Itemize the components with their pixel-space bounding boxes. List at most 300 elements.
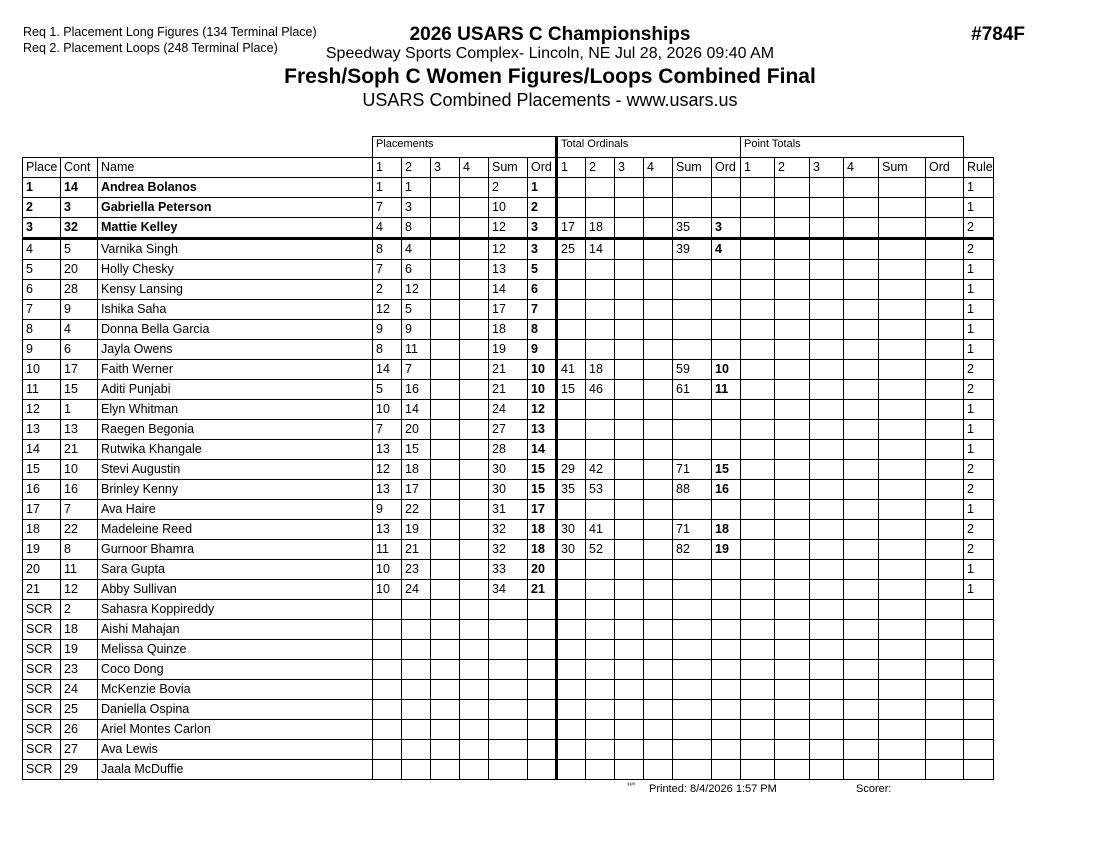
cell-point-total-3 <box>810 300 844 320</box>
table-row <box>23 460 994 480</box>
cell-placement-3 <box>431 260 460 280</box>
cell-place: SCR <box>23 740 61 760</box>
cell-placement-ord: 15 <box>528 460 557 480</box>
cell-point-total-3 <box>810 400 844 420</box>
cell-placement-sum: 34 <box>489 580 528 600</box>
cell-rule <box>964 700 994 720</box>
cell-placement-4 <box>460 660 489 680</box>
cell-total-ordinal-4 <box>644 660 673 680</box>
table-row <box>23 660 994 680</box>
cell-point-total-1 <box>741 440 775 460</box>
cell-place: 8 <box>23 320 61 340</box>
cell-total-ordinal-ord <box>712 260 741 280</box>
cell-point-total-1 <box>741 720 775 740</box>
cell-place: 19 <box>23 540 61 560</box>
cell-point-total-3 <box>810 380 844 400</box>
col-header-total-ordinal-1: 1 <box>557 158 586 178</box>
cell-cont: 25 <box>61 700 98 720</box>
cell-placement-4 <box>460 760 489 780</box>
cell-point-total-sum <box>879 218 926 239</box>
cell-total-ordinal-3 <box>615 380 644 400</box>
cell-total-ordinal-4 <box>644 600 673 620</box>
col-header-point-total-sum: Sum <box>879 158 926 178</box>
table-row <box>23 640 994 660</box>
table-row <box>23 560 994 580</box>
cell-point-total-4 <box>844 300 879 320</box>
cell-total-ordinal-2 <box>586 440 615 460</box>
cell-name: Coco Dong <box>98 660 373 680</box>
cell-total-ordinal-4 <box>644 460 673 480</box>
cell-point-total-ord <box>926 360 964 380</box>
table-row <box>23 340 994 360</box>
cell-point-total-1 <box>741 480 775 500</box>
cell-point-total-ord <box>926 420 964 440</box>
cell-total-ordinal-ord <box>712 420 741 440</box>
cell-total-ordinal-sum <box>673 420 712 440</box>
cell-placement-4 <box>460 300 489 320</box>
cell-place: 10 <box>23 360 61 380</box>
cell-place: 15 <box>23 460 61 480</box>
col-header-placement-1: 1 <box>373 158 402 178</box>
cell-placement-ord <box>528 600 557 620</box>
cell-total-ordinal-4 <box>644 340 673 360</box>
cell-rule <box>964 680 994 700</box>
cell-name: Ishika Saha <box>98 300 373 320</box>
cell-placement-2 <box>402 600 431 620</box>
cell-placement-1 <box>373 600 402 620</box>
cell-point-total-ord <box>926 280 964 300</box>
cell-total-ordinal-4 <box>644 700 673 720</box>
cell-total-ordinal-2 <box>586 600 615 620</box>
cell-place: SCR <box>23 760 61 780</box>
placements-method: USARS Combined Placements - www.usars.us <box>362 90 738 110</box>
cell-point-total-1 <box>741 660 775 680</box>
cell-rule: 1 <box>964 500 994 520</box>
cell-placement-1: 13 <box>373 520 402 540</box>
cell-cont: 4 <box>61 320 98 340</box>
cell-total-ordinal-2: 42 <box>586 460 615 480</box>
cell-placement-sum: 28 <box>489 440 528 460</box>
cell-point-total-sum <box>879 520 926 540</box>
cell-cont: 26 <box>61 720 98 740</box>
col-header-total-ordinal-ord: Ord <box>712 158 741 178</box>
cell-place: 5 <box>23 260 61 280</box>
cell-total-ordinal-sum <box>673 560 712 580</box>
cell-name: Jaala McDuffie <box>98 760 373 780</box>
cell-point-total-2 <box>775 520 810 540</box>
cell-placement-ord: 18 <box>528 520 557 540</box>
cell-placement-3 <box>431 218 460 239</box>
cell-point-total-ord <box>926 480 964 500</box>
cell-total-ordinal-3 <box>615 178 644 198</box>
cell-placement-ord: 9 <box>528 340 557 360</box>
event-subtitle: Fresh/Soph C Women Figures/Loops Combined Final <box>284 65 816 88</box>
cell-point-total-ord <box>926 660 964 680</box>
cell-placement-2: 16 <box>402 380 431 400</box>
cell-total-ordinal-sum <box>673 440 712 460</box>
cell-total-ordinal-sum <box>673 300 712 320</box>
cell-point-total-sum <box>879 340 926 360</box>
cell-placement-4 <box>460 198 489 218</box>
cell-placement-1 <box>373 720 402 740</box>
cell-cont: 11 <box>61 560 98 580</box>
cell-total-ordinal-sum: 82 <box>673 540 712 560</box>
cell-point-total-4 <box>844 380 879 400</box>
cell-total-ordinal-3 <box>615 260 644 280</box>
cell-total-ordinal-1: 29 <box>557 460 586 480</box>
cell-point-total-3 <box>810 620 844 640</box>
cell-total-ordinal-3 <box>615 300 644 320</box>
cell-placement-2: 23 <box>402 560 431 580</box>
cell-placement-2 <box>402 740 431 760</box>
cell-total-ordinal-1 <box>557 660 586 680</box>
cell-rule: 2 <box>964 520 994 540</box>
cell-placement-4 <box>460 740 489 760</box>
cell-total-ordinal-2: 18 <box>586 218 615 239</box>
table-row <box>23 620 994 640</box>
table-row <box>23 400 994 420</box>
cell-point-total-sum <box>879 740 926 760</box>
cell-total-ordinal-1 <box>557 760 586 780</box>
table-row <box>23 680 994 700</box>
table-row <box>23 540 994 560</box>
cell-point-total-1 <box>741 360 775 380</box>
cell-placement-2: 7 <box>402 360 431 380</box>
cell-placement-sum <box>489 740 528 760</box>
cell-point-total-4 <box>844 520 879 540</box>
cell-place: 1 <box>23 178 61 198</box>
table-row <box>23 500 994 520</box>
cell-total-ordinal-sum <box>673 580 712 600</box>
cell-total-ordinal-ord: 11 <box>712 380 741 400</box>
cell-point-total-sum <box>879 680 926 700</box>
cell-total-ordinal-sum <box>673 700 712 720</box>
cell-placement-ord: 5 <box>528 260 557 280</box>
col-header-placement-ord: Ord <box>528 158 557 178</box>
cell-point-total-1 <box>741 520 775 540</box>
cell-total-ordinal-ord <box>712 280 741 300</box>
cell-placement-sum: 31 <box>489 500 528 520</box>
cell-point-total-2 <box>775 420 810 440</box>
col-header-total-ordinal-2: 2 <box>586 158 615 178</box>
requirement-2: Req 2. Placement Loops (248 Terminal Place) <box>23 41 278 55</box>
cell-point-total-3 <box>810 600 844 620</box>
cell-placement-2: 4 <box>402 239 431 260</box>
cell-cont: 18 <box>61 620 98 640</box>
cell-total-ordinal-sum <box>673 500 712 520</box>
cell-total-ordinal-3 <box>615 218 644 239</box>
cell-cont: 16 <box>61 480 98 500</box>
cell-point-total-3 <box>810 460 844 480</box>
cell-point-total-2 <box>775 540 810 560</box>
cell-total-ordinal-ord: 18 <box>712 520 741 540</box>
cell-point-total-sum <box>879 239 926 260</box>
cell-point-total-ord <box>926 500 964 520</box>
cell-placement-sum <box>489 660 528 680</box>
table-row <box>23 480 994 500</box>
cell-total-ordinal-3 <box>615 640 644 660</box>
cell-total-ordinal-sum <box>673 620 712 640</box>
footer-code: ³³²⁰ <box>627 783 636 789</box>
cell-point-total-ord <box>926 239 964 260</box>
cell-total-ordinal-ord <box>712 740 741 760</box>
cell-placement-2 <box>402 660 431 680</box>
cell-total-ordinal-ord <box>712 440 741 460</box>
cell-total-ordinal-sum: 61 <box>673 380 712 400</box>
cell-point-total-sum <box>879 260 926 280</box>
cell-point-total-sum <box>879 460 926 480</box>
cell-point-total-2 <box>775 560 810 580</box>
cell-rule: 2 <box>964 480 994 500</box>
cell-total-ordinal-3 <box>615 320 644 340</box>
cell-point-total-4 <box>844 198 879 218</box>
cell-total-ordinal-sum <box>673 400 712 420</box>
cell-total-ordinal-ord <box>712 700 741 720</box>
cell-point-total-1 <box>741 500 775 520</box>
cell-point-total-3 <box>810 640 844 660</box>
cell-total-ordinal-2 <box>586 680 615 700</box>
col-header-point-total-4: 4 <box>844 158 879 178</box>
cell-placement-3 <box>431 280 460 300</box>
cell-total-ordinal-4 <box>644 480 673 500</box>
cell-placement-1: 7 <box>373 198 402 218</box>
cell-total-ordinal-sum: 39 <box>673 239 712 260</box>
cell-place: 6 <box>23 280 61 300</box>
cell-placement-ord <box>528 620 557 640</box>
cell-placement-sum: 10 <box>489 198 528 218</box>
cell-point-total-ord <box>926 320 964 340</box>
cell-point-total-sum <box>879 660 926 680</box>
cell-point-total-ord <box>926 440 964 460</box>
cell-place: 16 <box>23 480 61 500</box>
cell-point-total-4 <box>844 760 879 780</box>
cell-placement-3 <box>431 360 460 380</box>
cell-cont: 3 <box>61 198 98 218</box>
cell-cont: 15 <box>61 380 98 400</box>
cell-point-total-sum <box>879 400 926 420</box>
cell-total-ordinal-2 <box>586 740 615 760</box>
cell-point-total-sum <box>879 540 926 560</box>
table-row <box>23 260 994 280</box>
cell-total-ordinal-3 <box>615 740 644 760</box>
cell-point-total-2 <box>775 380 810 400</box>
cell-total-ordinal-3 <box>615 720 644 740</box>
cell-total-ordinal-3 <box>615 400 644 420</box>
cell-placement-4 <box>460 340 489 360</box>
cell-total-ordinal-2: 41 <box>586 520 615 540</box>
cell-point-total-3 <box>810 560 844 580</box>
cell-point-total-2 <box>775 178 810 198</box>
cell-total-ordinal-3 <box>615 280 644 300</box>
cell-point-total-4 <box>844 600 879 620</box>
cell-total-ordinal-ord: 3 <box>712 218 741 239</box>
cell-placement-sum: 21 <box>489 360 528 380</box>
cell-cont: 14 <box>61 178 98 198</box>
cell-total-ordinal-ord: 16 <box>712 480 741 500</box>
cell-point-total-1 <box>741 218 775 239</box>
cell-placement-sum: 27 <box>489 420 528 440</box>
cell-place: 17 <box>23 500 61 520</box>
cell-name: McKenzie Bovia <box>98 680 373 700</box>
cell-point-total-3 <box>810 540 844 560</box>
cell-placement-ord: 8 <box>528 320 557 340</box>
cell-placement-4 <box>460 560 489 580</box>
table-row <box>23 600 994 620</box>
cell-total-ordinal-3 <box>615 520 644 540</box>
cell-point-total-3 <box>810 500 844 520</box>
cell-placement-sum: 30 <box>489 460 528 480</box>
cell-name: Donna Bella Garcia <box>98 320 373 340</box>
cell-total-ordinal-2 <box>586 198 615 218</box>
cell-total-ordinal-ord <box>712 760 741 780</box>
cell-total-ordinal-sum <box>673 680 712 700</box>
cell-point-total-2 <box>775 740 810 760</box>
cell-placement-ord: 3 <box>528 218 557 239</box>
cell-total-ordinal-2 <box>586 420 615 440</box>
cell-placement-1 <box>373 680 402 700</box>
cell-point-total-3 <box>810 260 844 280</box>
cell-rule: 2 <box>964 239 994 260</box>
cell-placement-ord <box>528 660 557 680</box>
cell-total-ordinal-4 <box>644 178 673 198</box>
cell-placement-ord: 15 <box>528 480 557 500</box>
cell-total-ordinal-1 <box>557 420 586 440</box>
cell-cont: 24 <box>61 680 98 700</box>
cell-total-ordinal-sum <box>673 340 712 360</box>
cell-name: Gurnoor Bhamra <box>98 540 373 560</box>
cell-point-total-ord <box>926 700 964 720</box>
cell-total-ordinal-3 <box>615 420 644 440</box>
group-total-ordinals: Total Ordinals <box>557 137 741 158</box>
cell-point-total-2 <box>775 218 810 239</box>
cell-point-total-sum <box>879 720 926 740</box>
cell-rule <box>964 620 994 640</box>
cell-rule: 2 <box>964 360 994 380</box>
cell-total-ordinal-3 <box>615 460 644 480</box>
cell-name: Elyn Whitman <box>98 400 373 420</box>
cell-total-ordinal-4 <box>644 520 673 540</box>
cell-placement-sum: 19 <box>489 340 528 360</box>
cell-placement-sum: 14 <box>489 280 528 300</box>
cell-total-ordinal-ord <box>712 560 741 580</box>
cell-rule: 1 <box>964 420 994 440</box>
cell-point-total-ord <box>926 380 964 400</box>
cell-place: 9 <box>23 340 61 360</box>
cell-point-total-2 <box>775 260 810 280</box>
cell-placement-4 <box>460 440 489 460</box>
cell-point-total-3 <box>810 580 844 600</box>
cell-point-total-3 <box>810 760 844 780</box>
cell-placement-ord: 10 <box>528 360 557 380</box>
cell-total-ordinal-2 <box>586 400 615 420</box>
cell-total-ordinal-2 <box>586 640 615 660</box>
cell-point-total-2 <box>775 580 810 600</box>
cell-rule: 1 <box>964 280 994 300</box>
cell-placement-2: 6 <box>402 260 431 280</box>
cell-point-total-3 <box>810 178 844 198</box>
cell-point-total-ord <box>926 640 964 660</box>
cell-rule <box>964 600 994 620</box>
cell-rule: 2 <box>964 540 994 560</box>
cell-placement-1 <box>373 640 402 660</box>
cell-total-ordinal-2 <box>586 580 615 600</box>
cell-cont: 22 <box>61 520 98 540</box>
cell-point-total-4 <box>844 460 879 480</box>
cell-placement-1 <box>373 760 402 780</box>
cell-total-ordinal-4 <box>644 300 673 320</box>
cell-point-total-sum <box>879 620 926 640</box>
cell-placement-ord <box>528 700 557 720</box>
cell-place: 14 <box>23 440 61 460</box>
cell-placement-sum: 30 <box>489 480 528 500</box>
cell-placement-4 <box>460 540 489 560</box>
cell-point-total-1 <box>741 640 775 660</box>
cell-point-total-sum <box>879 600 926 620</box>
cell-rule: 2 <box>964 380 994 400</box>
cell-total-ordinal-4 <box>644 560 673 580</box>
table-row <box>23 380 994 400</box>
cell-total-ordinal-1 <box>557 620 586 640</box>
cell-point-total-ord <box>926 198 964 218</box>
cell-total-ordinal-3 <box>615 440 644 460</box>
cell-point-total-1 <box>741 300 775 320</box>
cell-point-total-3 <box>810 680 844 700</box>
cell-point-total-2 <box>775 440 810 460</box>
cell-point-total-2 <box>775 460 810 480</box>
col-header-placement-sum: Sum <box>489 158 528 178</box>
cell-cont: 27 <box>61 740 98 760</box>
cell-placement-2: 22 <box>402 500 431 520</box>
cell-total-ordinal-3 <box>615 198 644 218</box>
cell-point-total-ord <box>926 520 964 540</box>
cell-place: 7 <box>23 300 61 320</box>
cell-placement-1: 12 <box>373 460 402 480</box>
table-row <box>23 239 994 260</box>
cell-total-ordinal-sum <box>673 198 712 218</box>
cell-placement-3 <box>431 340 460 360</box>
cell-placement-3 <box>431 580 460 600</box>
cell-total-ordinal-sum <box>673 720 712 740</box>
cell-total-ordinal-1: 15 <box>557 380 586 400</box>
cell-total-ordinal-sum <box>673 600 712 620</box>
cell-point-total-4 <box>844 740 879 760</box>
cell-point-total-3 <box>810 340 844 360</box>
cell-name: Kensy Lansing <box>98 280 373 300</box>
cell-placement-sum: 24 <box>489 400 528 420</box>
cell-total-ordinal-2: 52 <box>586 540 615 560</box>
cell-point-total-2 <box>775 360 810 380</box>
cell-point-total-ord <box>926 260 964 280</box>
cell-total-ordinal-1 <box>557 260 586 280</box>
cell-placement-sum: 13 <box>489 260 528 280</box>
cell-total-ordinal-3 <box>615 580 644 600</box>
cell-point-total-ord <box>926 740 964 760</box>
cell-point-total-1 <box>741 760 775 780</box>
cell-total-ordinal-ord <box>712 660 741 680</box>
group-header-row <box>23 137 994 158</box>
cell-placement-sum: 32 <box>489 540 528 560</box>
cell-placement-sum: 18 <box>489 320 528 340</box>
cell-point-total-sum <box>879 320 926 340</box>
cell-total-ordinal-1: 41 <box>557 360 586 380</box>
cell-total-ordinal-1 <box>557 400 586 420</box>
cell-total-ordinal-4 <box>644 380 673 400</box>
cell-point-total-4 <box>844 440 879 460</box>
cell-total-ordinal-4 <box>644 239 673 260</box>
col-header-placement-3: 3 <box>431 158 460 178</box>
cell-name: Raegen Begonia <box>98 420 373 440</box>
cell-point-total-1 <box>741 280 775 300</box>
